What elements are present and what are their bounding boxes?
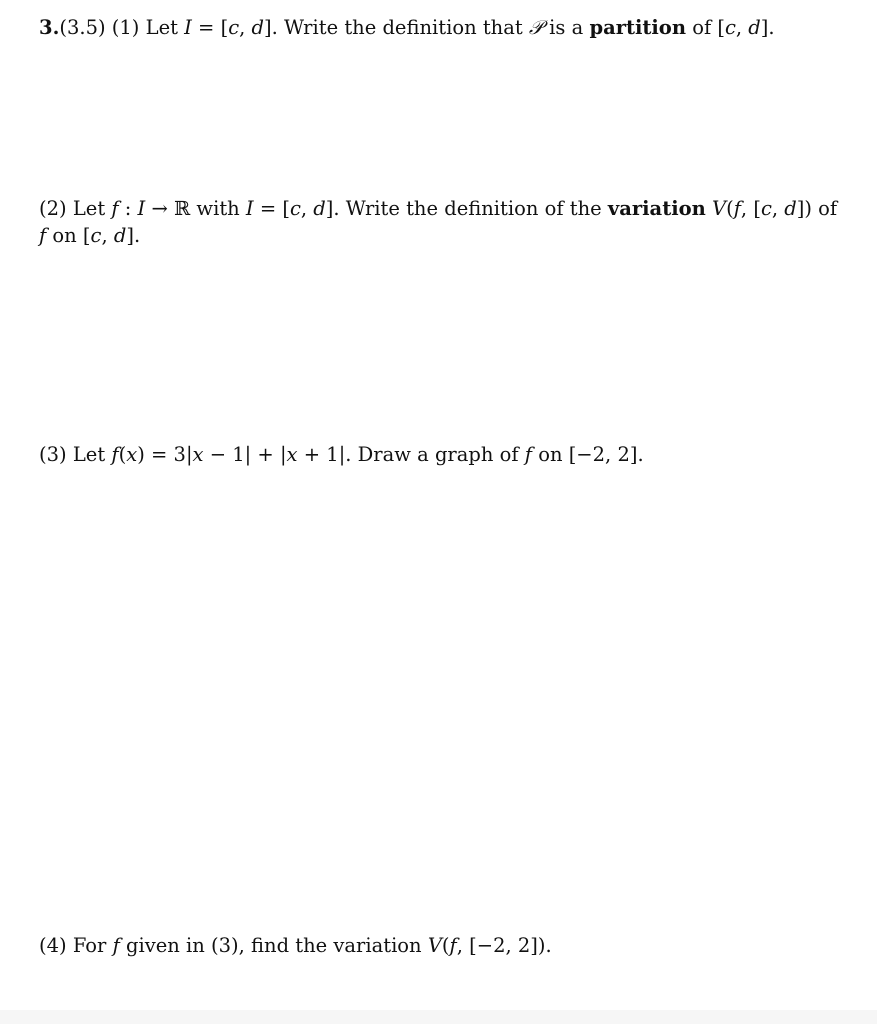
math-symbol: d bbox=[313, 197, 326, 220]
question-part-4 bbox=[39, 932, 844, 959]
text-run: + 1|. Draw a graph of bbox=[297, 443, 525, 466]
math-symbol: f bbox=[111, 197, 119, 220]
math-symbol: c bbox=[289, 197, 301, 220]
math-symbol: f bbox=[39, 224, 47, 247]
text-run: = [ bbox=[191, 16, 229, 39]
problem-number: 3. bbox=[39, 16, 60, 39]
math-symbol: V bbox=[712, 197, 727, 220]
part-label: (2) bbox=[39, 197, 67, 220]
part-label: (4) bbox=[39, 934, 67, 957]
math-symbol: x bbox=[126, 443, 138, 466]
text-run: , bbox=[239, 16, 252, 39]
math-symbol: f bbox=[449, 934, 457, 957]
text-run: = [ bbox=[253, 197, 290, 220]
text-run: , bbox=[300, 197, 314, 220]
text-run: Let bbox=[66, 443, 112, 466]
text-run: − 1| + | bbox=[203, 443, 287, 466]
math-symbol: I bbox=[245, 197, 254, 220]
text-run: on [−2, 2]. bbox=[532, 443, 644, 466]
math-symbol: c bbox=[724, 16, 736, 39]
math-symbol: d bbox=[251, 16, 265, 39]
math-symbol: d bbox=[748, 16, 761, 39]
bold-term: partition bbox=[589, 16, 686, 39]
math-symbol: c bbox=[90, 224, 102, 247]
part-label: (1) bbox=[111, 16, 140, 39]
text-run: ]. Write the definition that bbox=[264, 16, 529, 39]
question-part-3 bbox=[39, 441, 844, 468]
text-run: ]. Write the definition of the bbox=[325, 197, 608, 220]
math-symbol: f bbox=[112, 934, 120, 957]
text-run: Let bbox=[139, 16, 185, 39]
page-bottom-band bbox=[0, 1010, 877, 1024]
math-symbol: f bbox=[524, 443, 532, 466]
math-symbol: d bbox=[784, 197, 797, 220]
math-symbol: c bbox=[228, 16, 240, 39]
text-run: : bbox=[118, 197, 138, 220]
part-text bbox=[67, 443, 644, 466]
text-run: , bbox=[101, 224, 114, 247]
question-part-1 bbox=[39, 14, 844, 41]
math-symbol: x bbox=[286, 443, 298, 466]
text-run: given in (3), find the variation bbox=[119, 934, 428, 957]
math-symbol: f bbox=[111, 443, 119, 466]
text-run: ) = 3| bbox=[137, 443, 193, 466]
math-symbol: I bbox=[137, 197, 146, 220]
text-run: on [ bbox=[46, 224, 91, 247]
text-run: Let bbox=[66, 197, 112, 220]
text-run: of [ bbox=[686, 16, 725, 39]
text-run: → ℝ with bbox=[145, 197, 246, 220]
question-part-2 bbox=[39, 195, 844, 249]
text-run: , [−2, 2]). bbox=[456, 934, 552, 957]
text-run: ]. bbox=[760, 16, 775, 39]
part-text bbox=[139, 16, 774, 39]
text-run: ( bbox=[726, 197, 734, 220]
math-symbol: 𝒫 bbox=[528, 16, 543, 39]
math-symbol: I bbox=[184, 16, 192, 39]
text-run: ]. bbox=[126, 224, 141, 247]
text-run: , bbox=[735, 16, 749, 39]
text-run: For bbox=[66, 934, 113, 957]
text-run: is a bbox=[542, 16, 590, 39]
bold-term: variation bbox=[607, 197, 706, 220]
math-symbol: f bbox=[733, 197, 741, 220]
math-symbol: V bbox=[427, 934, 442, 957]
math-symbol: x bbox=[192, 443, 204, 466]
part-label: (3) bbox=[39, 443, 67, 466]
text-run: ( bbox=[118, 443, 127, 466]
part-text bbox=[39, 197, 837, 247]
text-run: , bbox=[771, 197, 785, 220]
problem-points: (3.5) bbox=[59, 16, 106, 39]
part-text bbox=[67, 934, 552, 957]
text-run: , [ bbox=[740, 197, 761, 220]
text-run: ( bbox=[441, 934, 450, 957]
math-symbol: c bbox=[760, 197, 772, 220]
math-symbol: d bbox=[113, 224, 127, 247]
text-run: ]) of bbox=[796, 197, 838, 220]
